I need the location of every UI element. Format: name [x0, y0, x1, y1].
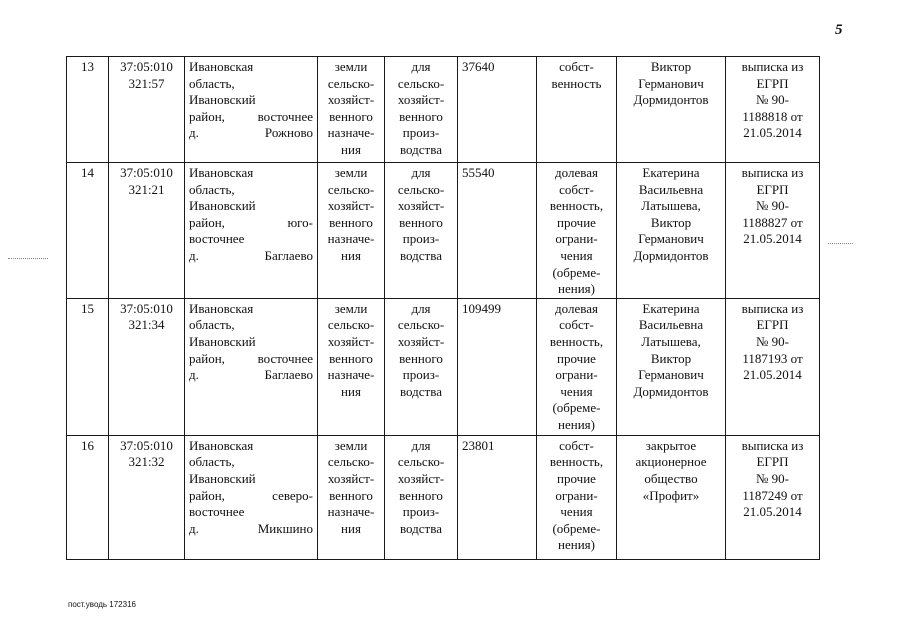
cadastral-number-cell — [109, 57, 185, 163]
cadastral-number-line: 37:05:010 — [120, 300, 173, 316]
table-row — [67, 298, 820, 435]
location-line: район, восточнее — [189, 108, 313, 124]
permitted-use-line: водства — [400, 383, 442, 399]
location-line: Ивановский — [189, 470, 256, 486]
document-cell — [726, 163, 820, 299]
cadastral-number-line: 321:57 — [128, 75, 165, 91]
area-cell: 23801 — [458, 435, 537, 559]
permitted-use-line: хозяйст- — [397, 333, 445, 349]
land-category-line: назначе- — [327, 367, 375, 383]
cadastral-number-cell — [109, 435, 185, 559]
right-holder-line: Латышева, — [641, 198, 701, 214]
right-type-line: (обреме- — [552, 520, 601, 536]
right-type-line: собст- — [559, 181, 594, 197]
permitted-use-cell — [385, 163, 458, 299]
land-category-line: сельско- — [327, 454, 375, 470]
land-category-line: назначе- — [327, 231, 375, 247]
permitted-use-line: хозяйст- — [397, 470, 445, 486]
right-type-line: долевая — [555, 165, 598, 180]
land-category-line: ния — [341, 520, 361, 536]
location-line: д. Баглаево — [189, 247, 313, 263]
permitted-use-line: сельско- — [397, 317, 445, 333]
land-category-line: венного — [329, 350, 373, 366]
document-line: 1188818 от — [742, 108, 803, 124]
land-category-line: сельско- — [327, 317, 375, 333]
document-line: 21.05.2014 — [743, 125, 802, 141]
document-line: выписка из — [741, 300, 804, 316]
land-category-line: хозяйст- — [327, 198, 375, 214]
cadastral-number-line: 321:21 — [128, 181, 165, 197]
permitted-use-line: для — [411, 300, 431, 316]
margin-mark — [828, 243, 853, 244]
cadastral-number-cell — [109, 163, 185, 299]
right-type-line: ограни- — [555, 231, 598, 247]
land-category-cell — [318, 163, 385, 299]
permitted-use-line: венного — [399, 214, 443, 230]
right-holder-line: Виктор — [650, 59, 692, 74]
location-line: область, — [189, 317, 235, 333]
land-category-line: ния — [341, 141, 361, 157]
permitted-use-line: произ- — [402, 231, 440, 247]
permitted-use-line: сельско- — [397, 454, 445, 470]
right-type-line: чения — [560, 383, 593, 399]
location-line: Ивановская — [189, 165, 254, 180]
location-cell — [185, 57, 318, 163]
document-line: № 90- — [756, 470, 789, 486]
document-line: ЕГРП — [756, 454, 789, 470]
cadastral-number-line: 37:05:010 — [120, 437, 173, 453]
land-category-line: земли — [334, 59, 368, 74]
permitted-use-line: венного — [399, 350, 443, 366]
right-type-line: собст- — [559, 317, 594, 333]
right-holder-line: Дормидонтов — [633, 383, 709, 399]
document-line: 1188827 от — [742, 214, 803, 230]
permitted-use-line: произ- — [402, 504, 440, 520]
right-type-cell — [537, 435, 617, 559]
cadastral-number-line: 321:32 — [128, 454, 165, 470]
land-category-line: сельско- — [327, 75, 375, 91]
right-type-line: прочие — [557, 470, 596, 486]
right-type-line: (обреме- — [552, 264, 601, 280]
document-line: ЕГРП — [756, 75, 789, 91]
permitted-use-cell — [385, 298, 458, 435]
right-holder-line: Виктор — [650, 214, 692, 230]
location-line: восточнее — [189, 504, 245, 520]
document-line: № 90- — [756, 333, 789, 349]
document-line: выписка из — [741, 437, 804, 453]
permitted-use-cell — [385, 435, 458, 559]
location-line: Ивановский — [189, 92, 256, 108]
right-type-line: чения — [560, 504, 593, 520]
right-holder-line: Виктор — [650, 350, 692, 366]
document-line: выписка из — [741, 165, 804, 180]
right-type-line: венность, — [549, 454, 604, 470]
land-category-line: венного — [329, 214, 373, 230]
area-cell: 55540 — [458, 163, 537, 299]
right-holder-line: «Профит» — [642, 487, 700, 503]
document-line: 1187249 от — [742, 487, 803, 503]
land-category-line: венного — [329, 487, 373, 503]
document-line: 1187193 от — [742, 350, 803, 366]
land-category-line: сельско- — [327, 181, 375, 197]
land-category-line: ния — [341, 383, 361, 399]
right-holder-line: Германович — [638, 231, 704, 247]
land-category-line: ния — [341, 247, 361, 263]
location-line: область, — [189, 75, 235, 91]
page-number: 5 — [835, 22, 843, 38]
document-line: 21.05.2014 — [743, 367, 802, 383]
right-holder-line: закрытое — [645, 437, 697, 453]
land-category-line: назначе- — [327, 125, 375, 141]
location-line: Ивановский — [189, 198, 256, 214]
row-number-cell: 14 — [67, 163, 109, 299]
permitted-use-line: сельско- — [397, 181, 445, 197]
right-holder-line: Германович — [638, 367, 704, 383]
permitted-use-line: водства — [400, 247, 442, 263]
location-line: Ивановская — [189, 437, 254, 453]
land-category-line: назначе- — [327, 504, 375, 520]
land-category-line: земли — [334, 300, 368, 316]
right-holder-cell — [617, 163, 726, 299]
location-line: восточнее — [189, 231, 245, 247]
land-registry-table — [66, 56, 820, 560]
location-line: Ивановская — [189, 59, 254, 74]
table-row — [67, 57, 820, 163]
right-holder-line: Дормидонтов — [633, 247, 709, 263]
land-category-line: земли — [334, 437, 368, 453]
document-line: № 90- — [756, 198, 789, 214]
document-cell — [726, 298, 820, 435]
permitted-use-line: произ- — [402, 125, 440, 141]
document-line: 21.05.2014 — [743, 504, 802, 520]
permitted-use-line: водства — [400, 520, 442, 536]
land-category-cell — [318, 298, 385, 435]
location-line: область, — [189, 181, 235, 197]
right-holder-cell — [617, 57, 726, 163]
location-line: Ивановская — [189, 300, 254, 316]
right-holder-line: Васильевна — [638, 181, 704, 197]
permitted-use-line: венного — [399, 108, 443, 124]
location-line: д. Баглаево — [189, 367, 313, 383]
location-line: область, — [189, 454, 235, 470]
cadastral-number-line: 37:05:010 — [120, 165, 173, 180]
permitted-use-line: водства — [400, 141, 442, 157]
document-line: ЕГРП — [756, 181, 789, 197]
right-type-line: собст- — [559, 437, 594, 453]
document-line: № 90- — [756, 92, 789, 108]
right-holder-cell — [617, 298, 726, 435]
right-holder-line: акционерное — [635, 454, 707, 470]
right-type-line: прочие — [557, 214, 596, 230]
permitted-use-line: хозяйст- — [397, 92, 445, 108]
permitted-use-cell — [385, 57, 458, 163]
permitted-use-line: сельско- — [397, 75, 445, 91]
right-type-cell — [537, 298, 617, 435]
location-line: Ивановский — [189, 333, 256, 349]
footer-note: пост.уводь 172316 — [68, 600, 136, 609]
row-number-cell: 15 — [67, 298, 109, 435]
location-cell — [185, 298, 318, 435]
right-type-line: венность, — [549, 333, 604, 349]
right-holder-line: Латышева, — [641, 333, 701, 349]
document-cell — [726, 435, 820, 559]
location-line: район, юго- — [189, 214, 313, 230]
right-holder-cell — [617, 435, 726, 559]
right-type-line: нения) — [558, 416, 595, 432]
right-holder-line: Германович — [638, 75, 704, 91]
location-line: район, восточнее — [189, 350, 313, 366]
document-cell — [726, 57, 820, 163]
table-row — [67, 163, 820, 299]
permitted-use-line: хозяйст- — [397, 198, 445, 214]
right-type-line: (обреме- — [552, 400, 601, 416]
right-type-line: долевая — [555, 300, 598, 316]
row-number-cell: 13 — [67, 57, 109, 163]
right-type-line: собст- — [559, 59, 594, 74]
right-type-line: ограни- — [555, 367, 598, 383]
permitted-use-line: для — [411, 165, 431, 180]
right-holder-line: общество — [644, 470, 698, 486]
right-type-line: венность — [551, 75, 602, 91]
row-number-cell: 16 — [67, 435, 109, 559]
permitted-use-line: произ- — [402, 367, 440, 383]
location-cell — [185, 163, 318, 299]
document-line: ЕГРП — [756, 317, 789, 333]
land-category-line: хозяйст- — [327, 470, 375, 486]
cadastral-number-line: 321:34 — [128, 317, 165, 333]
permitted-use-line: для — [411, 437, 431, 453]
right-type-cell — [537, 57, 617, 163]
right-holder-line: Екатерина — [642, 165, 700, 180]
margin-mark — [8, 258, 48, 259]
right-type-line: ограни- — [555, 487, 598, 503]
permitted-use-line: венного — [399, 487, 443, 503]
right-holder-line: Васильевна — [638, 317, 704, 333]
right-type-cell — [537, 163, 617, 299]
permitted-use-line: для — [411, 59, 431, 74]
right-type-line: венность, — [549, 198, 604, 214]
land-category-line: хозяйст- — [327, 92, 375, 108]
cadastral-number-cell — [109, 298, 185, 435]
table-row — [67, 435, 820, 559]
area-cell: 37640 — [458, 57, 537, 163]
land-category-line: земли — [334, 165, 368, 180]
right-type-line: нения) — [558, 537, 595, 553]
right-type-line: прочие — [557, 350, 596, 366]
land-category-line: венного — [329, 108, 373, 124]
area-cell: 109499 — [458, 298, 537, 435]
cadastral-number-line: 37:05:010 — [120, 59, 173, 74]
location-line: д. Микшино — [189, 520, 313, 536]
right-holder-line: Дормидонтов — [633, 92, 709, 108]
location-line: д. Рожново — [189, 125, 313, 141]
location-line: район, северо- — [189, 487, 313, 503]
land-category-line: хозяйст- — [327, 333, 375, 349]
document-line: 21.05.2014 — [743, 231, 802, 247]
document-line: выписка из — [741, 59, 804, 74]
land-category-cell — [318, 435, 385, 559]
land-category-cell — [318, 57, 385, 163]
right-type-line: чения — [560, 247, 593, 263]
location-cell — [185, 435, 318, 559]
right-holder-line: Екатерина — [642, 300, 700, 316]
right-type-line: нения) — [558, 281, 595, 297]
